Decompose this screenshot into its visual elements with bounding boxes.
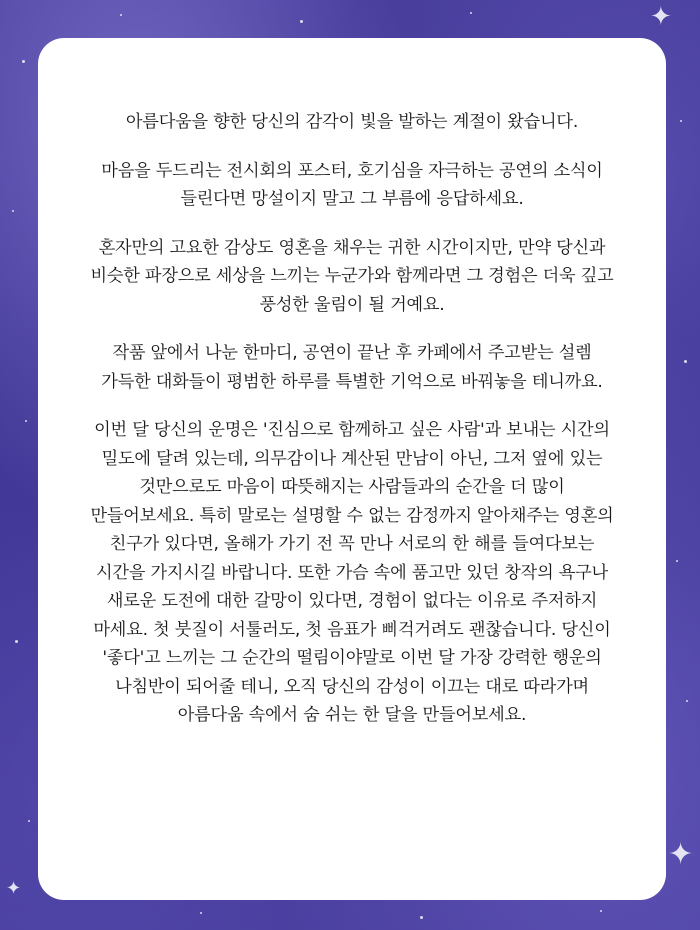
paragraph-exhibition — [52, 157, 652, 214]
text-line: 비슷한 파장으로 세상을 느끼는 누군가와 함께라면 그 경험은 더욱 깊고 — [90, 266, 614, 286]
star — [686, 700, 688, 702]
text-line: 마음을 두드리는 전시회의 포스터, 호기심을 자극하는 공연의 소식이 — [101, 160, 603, 181]
message-card — [38, 38, 666, 900]
text-line: 새로운 도전에 대한 갈망이 있다면, 경험이 없다는 이유로 주저하지 — [106, 591, 598, 611]
text-line: 가득한 대화들이 평범한 하루를 특별한 기억으로 바꿔놓을 테니까요. — [101, 371, 603, 392]
star — [120, 14, 122, 16]
text-line: 친구가 있다면, 올해가 가기 전 꼭 만나 서로의 한 해를 들여다보는 — [109, 534, 595, 554]
star — [676, 560, 678, 562]
paragraph-fortune — [52, 416, 652, 730]
sparkle-icon: ✦ — [6, 878, 22, 899]
paragraph-intro — [52, 108, 652, 137]
star — [15, 640, 18, 643]
text-line: 들린다면 망설이지 말고 그 부름에 응답하세요. — [180, 189, 524, 209]
sparkle-icon: ✦ — [668, 837, 694, 872]
text-line: 이번 달 당신의 운명은 '진심으로 함께하고 싶은 사람'과 보내는 시간의 — [94, 420, 610, 440]
text-line: 작품 앞에서 나눈 한마디, 공연이 끝난 후 카페에서 주고받는 설렘 — [112, 343, 592, 363]
star — [470, 12, 472, 14]
sparkle-icon: ✦ — [650, 2, 672, 32]
star — [680, 120, 682, 122]
star — [28, 820, 30, 822]
text-line: 밀도에 달려 있는데, 의무감이나 계산된 만남이 아닌, 그저 옆에 있는 — [101, 448, 603, 469]
star — [12, 210, 14, 212]
text-line: 풍성한 울림이 될 거예요. — [259, 294, 445, 315]
star — [25, 420, 27, 422]
star — [600, 910, 602, 912]
star — [200, 912, 202, 914]
text-line: 만들어보세요. 특히 말로는 설명할 수 없는 감정까지 알아채주는 영혼의 — [90, 505, 614, 526]
text-line: 나침반이 되어줄 테니, 오직 당신의 감성이 이끄는 대로 따라가며 — [115, 676, 589, 697]
text-line: 아름다움 속에서 숨 쉬는 한 달을 만들어보세요. — [177, 705, 527, 725]
text-line: '좋다'고 느끼는 그 순간의 떨림이야말로 이번 달 가장 강력한 행운의 — [102, 648, 602, 668]
star — [300, 20, 303, 23]
star — [420, 916, 423, 919]
text-line: 것만으로도 마음이 따뜻해지는 사람들과의 순간을 더 많이 — [139, 477, 565, 497]
text-line: 시간을 가지시길 바랍니다. 또한 가슴 속에 품고만 있던 창작의 욕구나 — [96, 562, 608, 583]
text-line: 아름다움을 향한 당신의 감각이 빛을 발하는 계절이 왔습니다. — [125, 112, 579, 132]
paragraph-conversation — [52, 339, 652, 396]
text-line: 마세요. 첫 붓질이 서툴러도, 첫 음표가 삐걱거려도 괜찮습니다. 당신이 — [93, 619, 611, 640]
star — [22, 60, 25, 63]
star — [684, 360, 687, 363]
paragraph-companion — [52, 234, 652, 320]
text-line: 혼자만의 고요한 감상도 영혼을 채우는 귀한 시간이지만, 만약 당신과 — [98, 237, 606, 258]
